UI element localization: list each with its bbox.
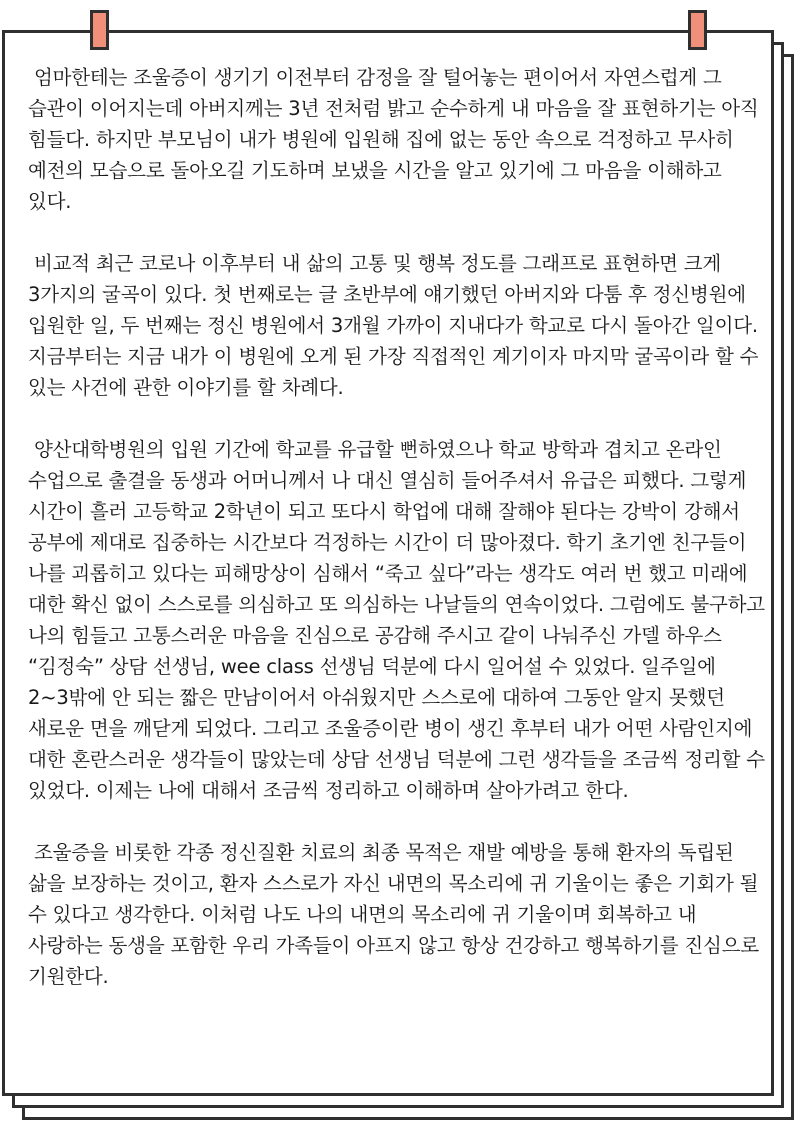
paragraph-1: 엄마한테는 조울증이 생기기 이전부터 감정을 잘 털어놓는 편이어서 자연스럽게 그 습관이 이어지는데 아버지께는 3년 전처럼 밝고 순수하게 내 마음을 잘 표현하기는 아직 힘들다. 하지만 부모님이 내가 병원에 입원해 집에 없는 동안 속으로 걱정하고 무사히 예전의 모습으로 돌아오길 기도하며 보냈을 시간을 알고 있기에 그 마음을 이해하고 있다. xyxy=(28,66,759,213)
binder-tab-left xyxy=(90,10,109,50)
paragraph-2: 비교적 최근 코로나 이후부터 내 삶의 고통 및 행복 정도를 그래프로 표현하면 크게 3가지의 굴곡이 있다. 첫 번째로는 글 초반부에 얘기했던 아버지와 다툼 후 정신병원에 입원한 일, 두 번째는 정신 병원에서 3개월 가까이 지내다가 학교로 다시 돌아간 일이다. 지금부터는 지금 내가 이 병원에 오게 된 가장 직접적인 계기이자 마지막 굴곡이라 할 수 있는 사건에 관한 이야기를 할 차례다. xyxy=(28,252,759,399)
paragraph-3: 양산대학병원의 입원 기간에 학교를 유급할 뻔하였으나 학교 방학과 겹치고 온라인 수업으로 출결을 동생과 어머니께서 나 대신 열심히 들어주셔서 유급은 피했다. 그렇게 시간이 흘러 고등학교 2학년이 되고 또다시 학업에 대해 잘해야 된다는 강박이 강해서 공부에 제대로 집중하는 시간보다 걱정하는 시간이 더 많아졌다. 학기 초기엔 친구들이 나를 괴롭히고 있다는 피해망상이 심해서 “죽고 싶다”라는 생각도 여러 번 했고 미래에 대한 확신 없이 스스로를 의심하고 또 의심하는 나날들의 연속이었다. 그럼에도 불구하고 나의 힘들고 고통스러운 마음을 진심으로 공감해 주시고 같이 나눠주신 가델 하우스 “김정숙” 상담 선생님, wee class 선생님 덕분에 다시 일어설 수 있었다. 일주일에 2~3밖에 안 되는 짧은 만남이어서 아쉬웠지만 스스로에 대하여 그동안 알지 못했던 새로운 면을 깨닫게 되었다. 그리고 조울증이란 병이 생긴 후부터 내가 어떤 사람인지에 대한 혼란스러운 생각들이 많았는데 상담 선생님 덕분에 그런 생각들을 조금씩 정리할 수 있었다. 이제는 나에 대해서 조금씩 정리하고 이해하며 살아가려고 한다. xyxy=(28,438,765,802)
document-body xyxy=(28,62,768,992)
binder-tab-right xyxy=(688,10,707,50)
paragraph-4: 조울증을 비롯한 각종 정신질환 치료의 최종 목적은 재발 예방을 통해 환자의 독립된 삶을 보장하는 것이고, 환자 스스로가 자신 내면의 목소리에 귀 기울이는 좋은 기회가 될 수 있다고 생각한다. 이처럼 나도 나의 내면의 목소리에 귀 기울이며 회복하고 내 사랑하는 동생을 포함한 우리 가족들이 아프지 않고 항상 건강하고 행복하기를 진심으로 기원한다. xyxy=(28,841,759,988)
